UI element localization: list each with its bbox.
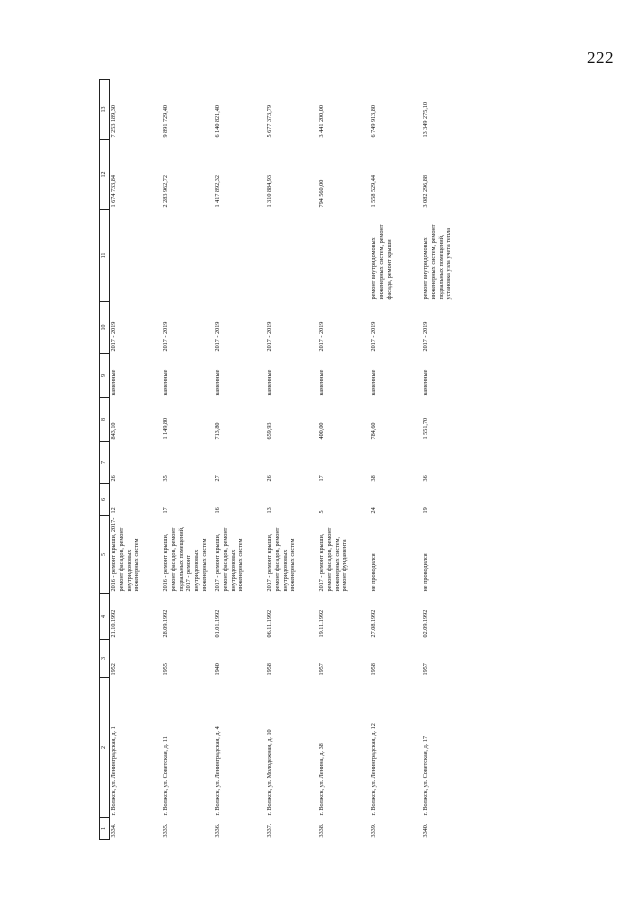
col-number: 11 — [100, 210, 110, 302]
cost-col-12: 1 674 733,84 — [110, 175, 117, 208]
planned-work — [266, 210, 318, 302]
planned-work: ремонт внутридомовых инженерных систем, ремонт фасада, ремонт крыши — [370, 224, 393, 300]
area: 784,60 — [370, 422, 377, 440]
cost-col-12: 794 560,00 — [318, 179, 325, 208]
cost-col-13: 7 253 189,30 — [110, 105, 117, 138]
col-number: 12 — [100, 140, 110, 210]
cost-col-13: 9 891 729,40 — [162, 105, 169, 138]
col-number: 3 — [100, 640, 110, 678]
table-row — [162, 80, 214, 840]
value-col-6: 24 — [370, 507, 377, 514]
column-number-row — [100, 80, 110, 840]
cost-col-12: 3 082 296,88 — [422, 175, 429, 208]
table-row — [110, 80, 163, 840]
value-col-7: 26 — [266, 475, 273, 482]
row-index: 3334. — [110, 823, 117, 838]
col-number: 6 — [100, 484, 110, 516]
privatization-date: 28.09.1992 — [162, 609, 169, 638]
housing-repair-table — [99, 79, 474, 840]
col-number: 2 — [100, 678, 110, 818]
build-year: 1957 — [422, 663, 429, 676]
previous-repairs: 2016 - ремонт крыши, 2017- ремонт фасадов, ремонт внутридомовых инженерных систем — [110, 517, 141, 592]
privatization-date: 06.11.1992 — [266, 609, 273, 638]
repair-period: 2017 - 2019 — [214, 321, 221, 352]
col-number: 9 — [100, 354, 110, 398]
value-col-7: 38 — [370, 475, 377, 482]
build-year: 1958 — [370, 663, 377, 676]
house-address: г. Волжск, ул. Ленина, д. 38 — [318, 743, 325, 816]
cost-col-13: 6 749 913,80 — [370, 105, 377, 138]
build-year: 1952 — [110, 663, 117, 676]
cost-col-13: 3 441 200,00 — [318, 105, 325, 138]
area: 843,10 — [110, 422, 117, 440]
row-index: 3335. — [162, 823, 169, 838]
wall-material: каменные — [214, 369, 221, 396]
privatization-date: 01.01.1992 — [214, 609, 221, 638]
row-index: 3337. — [266, 823, 273, 838]
wall-material: каменные — [318, 369, 325, 396]
value-col-6: 13 — [266, 507, 273, 514]
planned-work — [318, 210, 370, 302]
previous-repairs: не проводился — [370, 553, 377, 592]
value-col-6: 12 — [110, 507, 117, 514]
previous-repairs: 2017 - ремонт крыши, ремонт фасадов, ремонт инженерных систем, ремонт фундамента — [318, 527, 349, 592]
cost-col-13: 5 677 373,79 — [266, 105, 273, 138]
table-row — [370, 80, 422, 840]
cost-col-13: 13 349 275,10 — [422, 101, 429, 138]
house-address: г. Волжск, ул. Советская, д. 11 — [162, 736, 169, 816]
planned-work — [162, 210, 214, 302]
col-number: 8 — [100, 398, 110, 442]
area: 1 551,70 — [422, 417, 429, 440]
previous-repairs: 2017 - ремонт крыши, ремонт фасадов, ремонт внутридомовых инженерных систем — [266, 527, 297, 592]
col-number: 4 — [100, 594, 110, 640]
house-address: г. Волжск, ул. Молодежная, д. 10 — [266, 729, 273, 816]
table-row — [266, 80, 318, 840]
col-number: 7 — [100, 442, 110, 484]
repair-period: 2017 - 2019 — [370, 321, 377, 352]
row-index: 3340. — [422, 823, 429, 838]
cost-col-12: 2 283 962,72 — [162, 175, 169, 208]
value-col-6: 19 — [422, 507, 429, 514]
build-year: 1940 — [214, 663, 221, 676]
value-col-6: 17 — [162, 507, 169, 514]
wall-material: каменные — [370, 369, 377, 396]
wall-material: каменные — [422, 369, 429, 396]
rotated-table-container — [99, 80, 539, 840]
house-address: г. Волжск, ул. Ленинградская, д. 1 — [110, 726, 117, 816]
value-col-7: 36 — [422, 475, 429, 482]
area: 713,80 — [214, 422, 221, 440]
wall-material: каменные — [110, 369, 117, 396]
cost-col-12: 1 558 529,44 — [370, 175, 377, 208]
value-col-6: 5 — [318, 510, 325, 514]
house-address: г. Волжск, ул. Ленинградская, д. 12 — [370, 723, 377, 816]
table-row — [422, 80, 474, 840]
col-number: 5 — [100, 516, 110, 594]
repair-period: 2017 - 2019 — [422, 321, 429, 352]
planned-work: ремонт внутридомовых инженерных систем, ремонт подвальных помещений, установка узла учета тепла — [422, 224, 453, 300]
house-address: г. Волжск, ул. Советская, д. 17 — [422, 735, 429, 816]
build-year: 1958 — [266, 663, 273, 676]
row-index: 3336. — [214, 823, 221, 838]
planned-work — [110, 210, 163, 302]
privatization-date: 27.08.1992 — [370, 609, 377, 638]
privatization-date: 02.09.1992 — [422, 609, 429, 638]
repair-period: 2017 - 2019 — [110, 321, 117, 352]
value-col-7: 26 — [110, 475, 117, 482]
planned-work — [214, 210, 266, 302]
value-col-7: 35 — [162, 475, 169, 482]
page-number: 222 — [587, 48, 614, 67]
area: 1 149,80 — [162, 417, 169, 440]
wall-material: каменные — [162, 369, 169, 396]
value-col-7: 27 — [214, 475, 221, 482]
col-number: 1 — [100, 818, 110, 840]
house-address: г. Волжск, ул. Ленинградская, д. 4 — [214, 726, 221, 816]
area: 659,93 — [266, 422, 273, 440]
privatization-date: 21.10.1992 — [110, 609, 117, 638]
build-year: 1957 — [318, 663, 325, 676]
cost-col-12: 1 310 884,93 — [266, 175, 273, 208]
previous-repairs: 2017 - ремонт крыши, ремонт фасадов, ремонт внутридомовых инженерных систем — [214, 527, 245, 592]
col-number: 13 — [100, 80, 110, 140]
area: 400,00 — [318, 422, 325, 440]
cost-col-12: 1 417 892,32 — [214, 175, 221, 208]
repair-period: 2017 - 2019 — [266, 321, 273, 352]
table-row — [318, 80, 370, 840]
privatization-date: 19.11.1992 — [318, 609, 325, 638]
table-row — [214, 80, 266, 840]
cost-col-13: 6 140 821,40 — [214, 105, 221, 138]
col-number: 10 — [100, 302, 110, 354]
previous-repairs: 2016 - ремонт крыши, ремонт фасадов, ремонт подвальных помещений, 2017 - ремонт внутридомовых инженерных систем — [162, 526, 208, 592]
previous-repairs: не проводился — [422, 553, 429, 592]
build-year: 1955 — [162, 663, 169, 676]
value-col-6: 16 — [214, 507, 221, 514]
wall-material: каменные — [266, 369, 273, 396]
row-index: 3339. — [370, 823, 377, 838]
value-col-7: 17 — [318, 475, 325, 482]
repair-period: 2017 - 2019 — [162, 321, 169, 352]
repair-period: 2017 - 2019 — [318, 321, 325, 352]
row-index: 3338. — [318, 823, 325, 838]
